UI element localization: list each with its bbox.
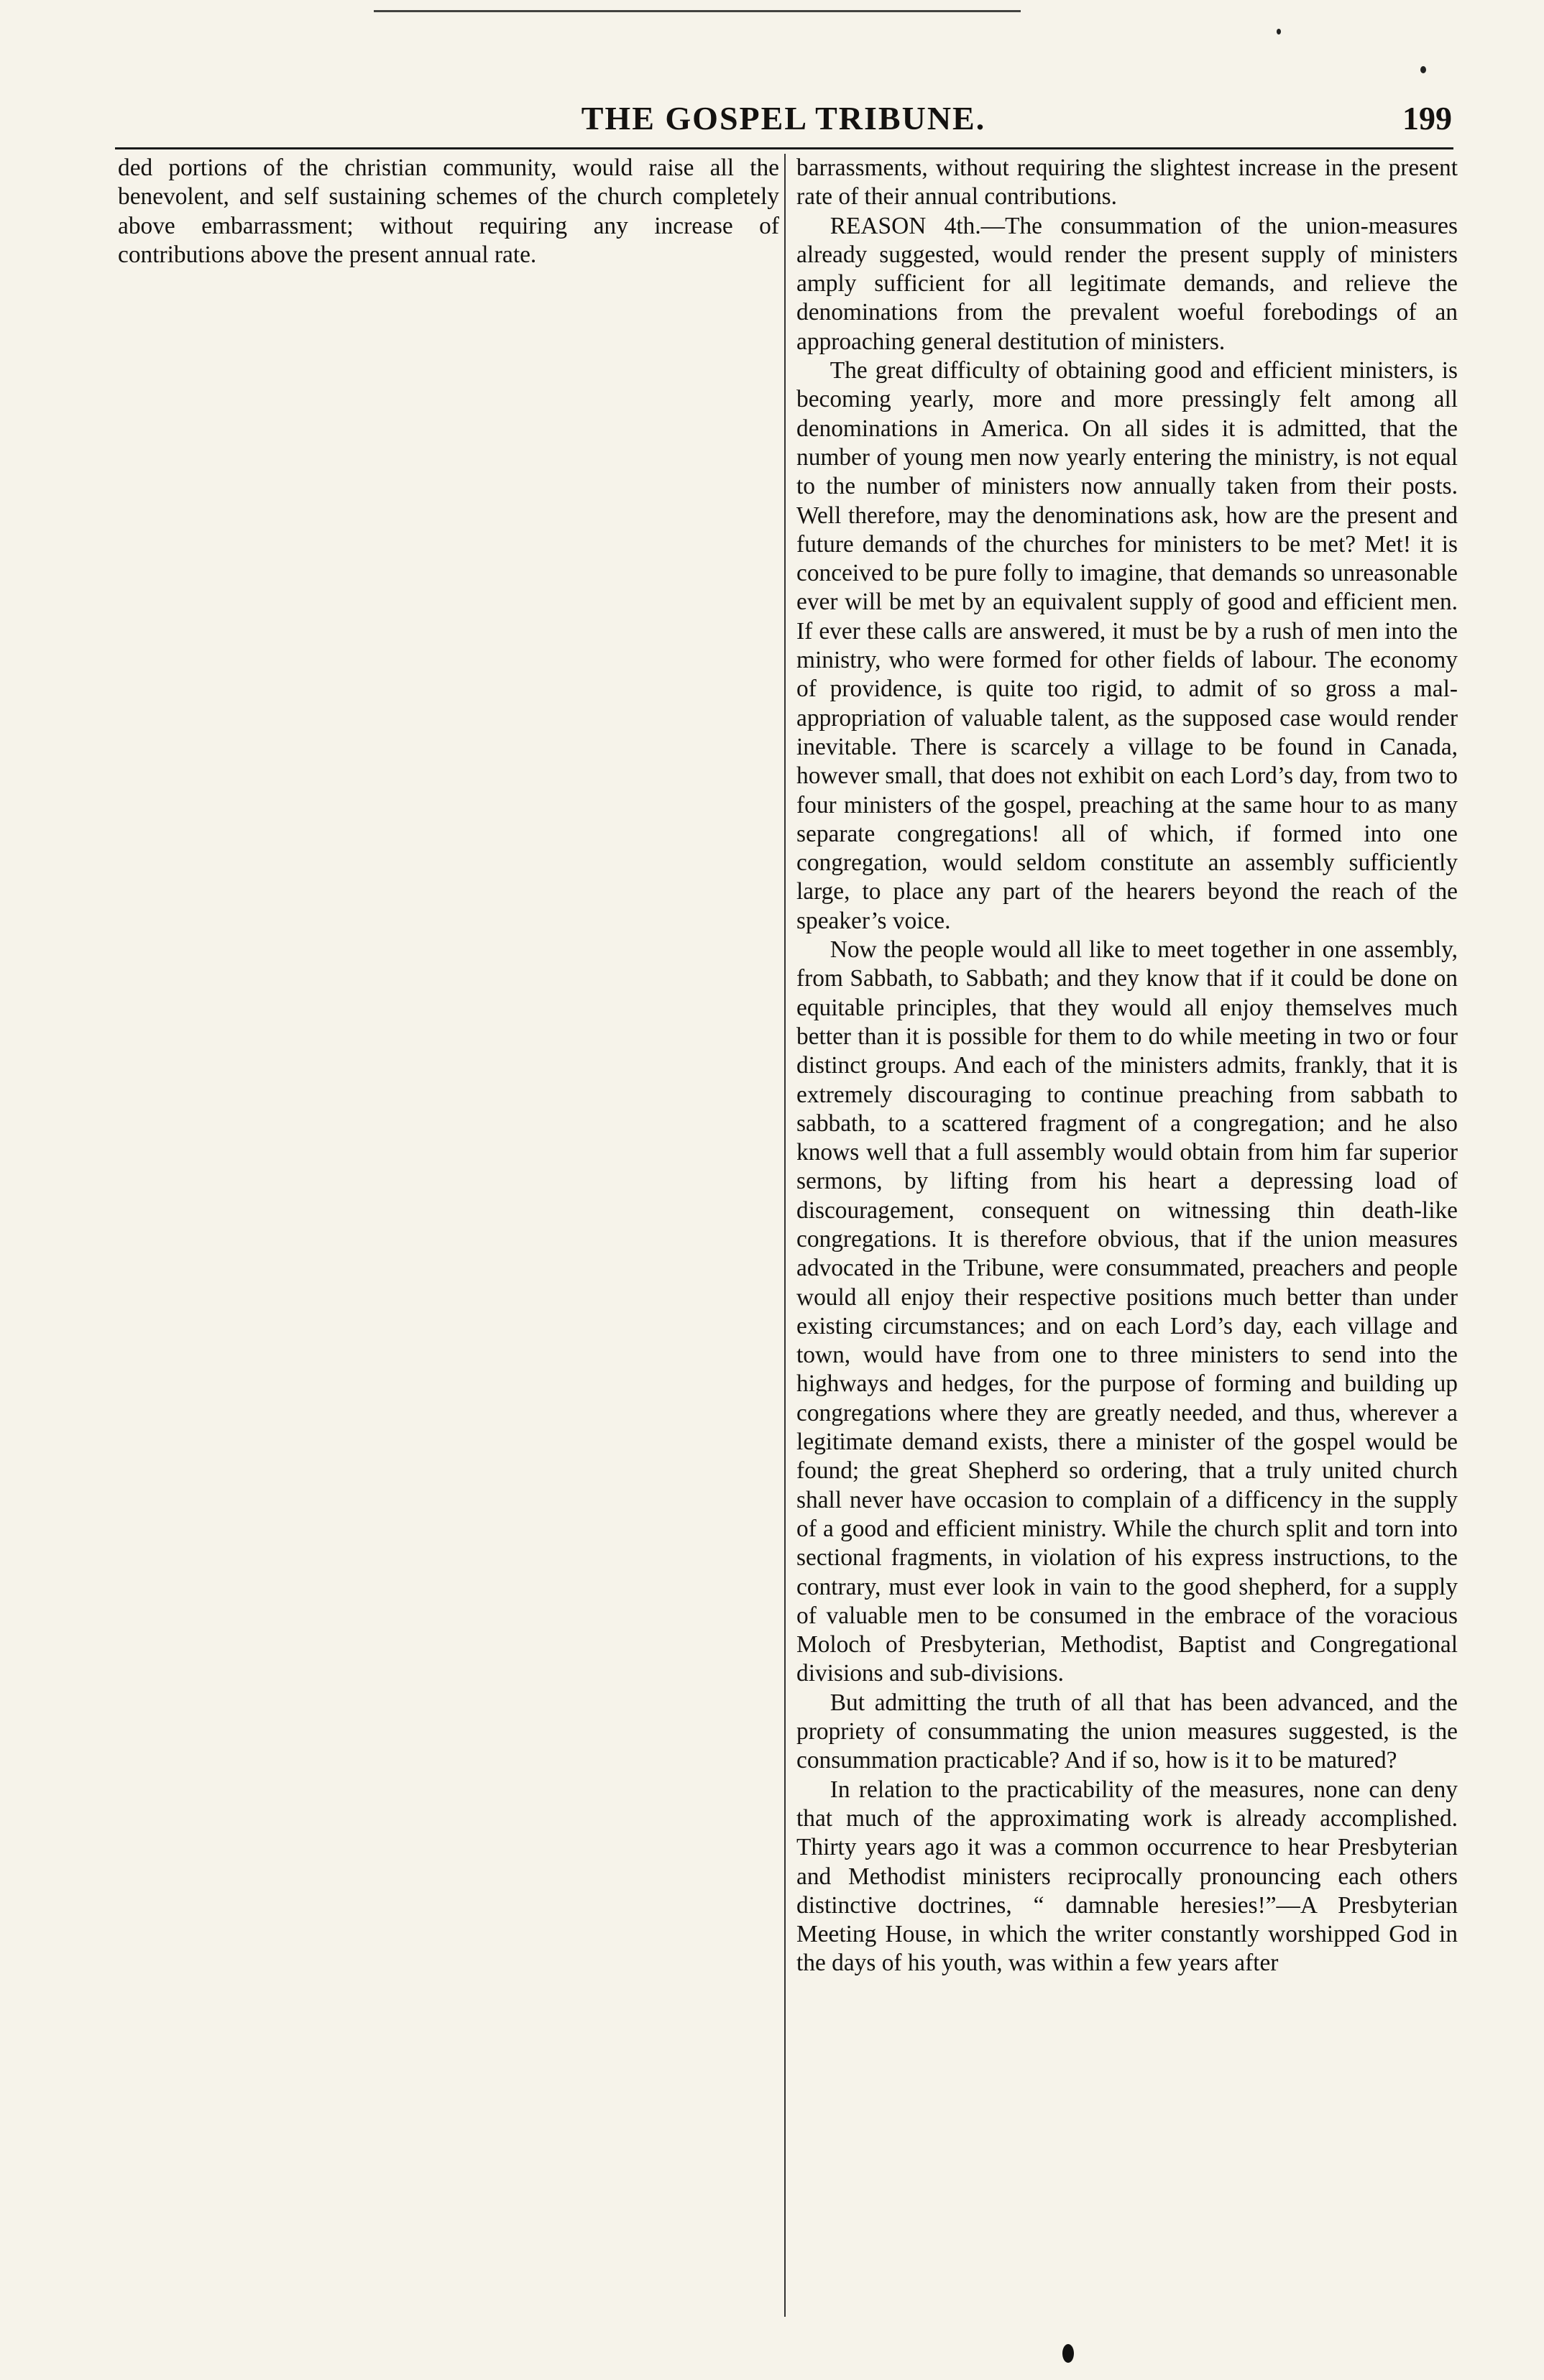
page-number: 199 — [1402, 100, 1452, 137]
header-rule — [115, 147, 1453, 149]
ink-blot — [1062, 2344, 1074, 2363]
left-column — [118, 154, 779, 2317]
paragraph: REASON 4th.—The consummation of the union-measures already suggested, would render the present supply of ministers amply sufficient for all legitimate demands, and relieve the denominations from the prevalent woeful forebodings of an approaching general destitution of ministers. — [796, 212, 1458, 355]
ink-speck — [1277, 29, 1281, 34]
paragraph: In relation to the practicability of the measures, none can deny that much of the approximating work is already accomplished. Thirty years ago it was a common occurrence to hear Presbyterian and Methodist ministers reciprocally pronouncing each others distinctive doctrines, “ damnable heresies!”—A Presbyterian Meeting House, in which the writer constantly worshipped God in the days of his youth, was within a few years after — [796, 1776, 1458, 1977]
paragraph: The great difficulty of obtaining good and efficient ministers, is becoming yearly, more and more pressingly felt among all denominations in America. On all sides it is admitted, that the number of young men now yearly entering the ministry, is not equal to the number of ministers now annually taken from their posts. Well therefore, may the denominations ask, how are the present and future demands of the churches for ministers to be met? Met! it is conceived to be pure folly to imagine, that demands so unreasonable ever will be met by an equivalent supply of good and efficient men. If ever these calls are answered, it must be by a rush of men into the ministry, who were formed for other fields of labour. The economy of providence, is quite too rigid, to admit of so gross a mal-appropriation of valuable talent, as the supposed case would render inevitable. There is scarcely a village to be found in Canada, however small, that does not exhibit on each Lord’s day, from two to four ministers of the gospel, preaching at the same hour to as many separate congregations! all of which, if formed into one congregation, would seldom constitute an assembly sufficiently large, to place any part of the hearers beyond the reach of the speaker’s voice. — [796, 357, 1458, 934]
paragraph: ded portions of the christian community, would raise all the benevolent, and self sustaining schemes of the church completely above embarrassment; without requiring any increase of contributions above the present annual rate. — [118, 154, 779, 268]
ink-speck — [1420, 66, 1426, 73]
column-divider — [784, 154, 786, 2317]
paragraph: barrassments, without requiring the slightest increase in the present rate of their annual contributions. — [796, 154, 1458, 211]
page-title: THE GOSPEL TRIBUNE. — [581, 100, 986, 137]
top-edge-rule — [374, 10, 1021, 12]
right-column — [796, 154, 1458, 2317]
paragraph: But admitting the truth of all that has been advanced, and the propriety of consummating the union measures suggested, is the consummation practicable? And if so, how is it to be matured? — [796, 1689, 1458, 1774]
paragraph: Now the people would all like to meet together in one assembly, from Sabbath, to Sabbath; and they know that if it could be done on equitable principles, that they would all enjoy themselves much better than it is possible for them to do while meeting in two or four distinct groups. And each of the ministers admits, frankly, that it is extremely discouraging to continue preaching from sabbath to sabbath, to a scattered fragment of a congregation; and he also knows well that a full assembly would obtain from him far superior sermons, by lifting from his heart a depressing load of discouragement, consequent on witnessing thin death-like congregations. It is therefore obvious, that if the union measures advocated in the Tribune, were consummated, preachers and people would all enjoy their respective positions much better than under existing circumstances; and on each Lord’s day, each village and town, would have from one to three ministers to send into the highways and hedges, for the purpose of forming and building up congregations where they are greatly needed, and thus, wherever a legitimate demand exists, there a minister of the gospel would be found; the great Shepherd so ordering, that a truly united church shall never have occasion to complain of a difficency in the supply of a good and efficient ministry. While the church split and torn into sectional fragments, in violation of his express instructions, to the contrary, must ever look in vain to the good shepherd, for a supply of valuable men to be consumed in the embrace of the voracious Moloch of Presbyterian, Methodist, Baptist and Congregational divisions and sub-divisions. — [796, 936, 1458, 1687]
page-header — [115, 99, 1452, 149]
